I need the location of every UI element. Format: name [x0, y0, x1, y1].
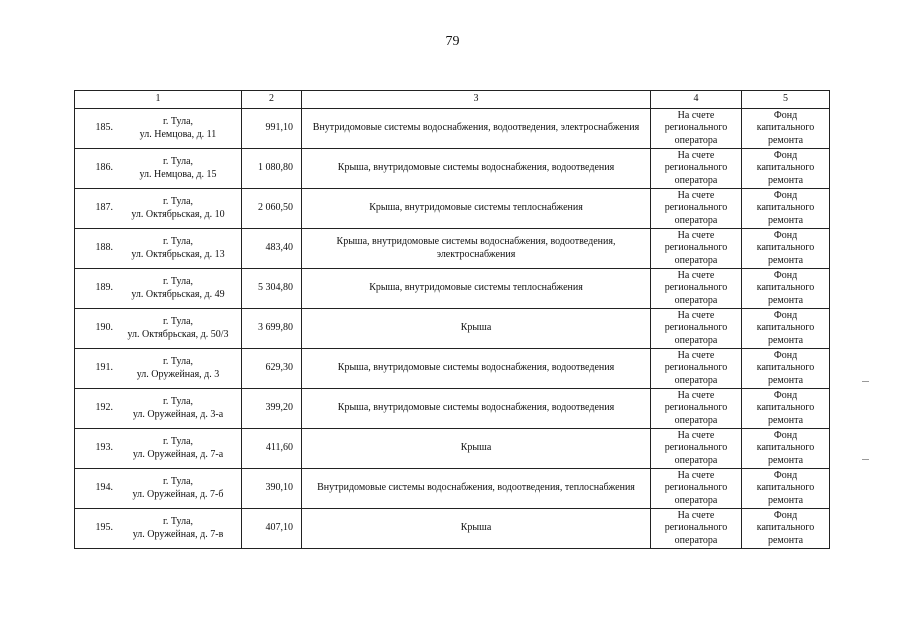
- works-cell: Внутридомовые системы водоснабжения, водоотведения, электроснабжения: [302, 109, 651, 149]
- address-cell: [75, 509, 242, 549]
- area-cell: 1 080,80: [242, 149, 302, 189]
- fund-cell: Фонд капитального ремонта: [742, 149, 830, 189]
- address-street: ул. Оружейная, д. 7-б: [132, 488, 224, 500]
- row-number: 191.: [95, 362, 113, 374]
- table-row: [75, 469, 830, 509]
- works-cell: Крыша, внутридомовые системы теплоснабжения: [302, 269, 651, 309]
- table-row: [75, 429, 830, 469]
- account-cell: На счете регионального оператора: [651, 509, 742, 549]
- address-street: ул. Октябрьская, д. 13: [131, 248, 225, 260]
- fund-cell: Фонд капитального ремонта: [742, 309, 830, 349]
- fund-cell: Фонд капитального ремонта: [742, 269, 830, 309]
- address-cell: [75, 109, 242, 149]
- address-street: ул. Оружейная, д. 7-а: [132, 448, 224, 460]
- works-cell: Внутридомовые системы водоснабжения, водоотведения, теплоснабжения: [302, 469, 651, 509]
- address-cell: [75, 269, 242, 309]
- address: [115, 196, 241, 221]
- fund-cell: Фонд капитального ремонта: [742, 509, 830, 549]
- area-cell: 411,60: [242, 429, 302, 469]
- repair-register-table: [74, 90, 830, 549]
- fund-cell: Фонд капитального ремонта: [742, 389, 830, 429]
- account-cell: На счете регионального оператора: [651, 189, 742, 229]
- address: [115, 476, 241, 501]
- address-city: г. Тула,: [162, 156, 194, 167]
- address-cell: [75, 309, 242, 349]
- address-city: г. Тула,: [162, 316, 194, 327]
- works-cell: Крыша, внутридомовые системы теплоснабжения: [302, 189, 651, 229]
- address: [115, 156, 241, 181]
- table-row: [75, 109, 830, 149]
- address-street: ул. Октябрьская, д. 10: [131, 208, 225, 220]
- works-cell: Крыша, внутридомовые системы водоснабжения, водоотведения: [302, 349, 651, 389]
- area-cell: 407,10: [242, 509, 302, 549]
- area-cell: 5 304,80: [242, 269, 302, 309]
- works-cell: Крыша, внутридомовые системы водоснабжения, водоотведения: [302, 389, 651, 429]
- address-street: ул. Оружейная, д. 7-в: [132, 528, 224, 540]
- address-cell: [75, 349, 242, 389]
- area-cell: 399,20: [242, 389, 302, 429]
- table-row: [75, 269, 830, 309]
- page-number: 79: [445, 34, 460, 49]
- address-city: г. Тула,: [162, 516, 194, 527]
- address-cell: [75, 229, 242, 269]
- account-cell: На счете регионального оператора: [651, 109, 742, 149]
- row-number: 192.: [95, 402, 113, 414]
- account-cell: На счете регионального оператора: [651, 149, 742, 189]
- row-number: 193.: [95, 442, 113, 454]
- account-cell: На счете регионального оператора: [651, 229, 742, 269]
- address-street: ул. Оружейная, д. 3-а: [132, 408, 224, 420]
- column-header: 3: [302, 91, 651, 109]
- column-header: 4: [651, 91, 742, 109]
- table-row: [75, 389, 830, 429]
- scan-mark: [862, 459, 869, 460]
- column-header: 1: [75, 91, 242, 109]
- fund-cell: Фонд капитального ремонта: [742, 429, 830, 469]
- area-cell: 483,40: [242, 229, 302, 269]
- area-cell: 991,10: [242, 109, 302, 149]
- address-city: г. Тула,: [162, 436, 194, 447]
- area-cell: 3 699,80: [242, 309, 302, 349]
- works-cell: Крыша, внутридомовые системы водоснабжения, водоотведения: [302, 149, 651, 189]
- column-number-row: [75, 91, 830, 109]
- address: [115, 516, 241, 541]
- row-number: 188.: [95, 242, 113, 254]
- table-row: [75, 349, 830, 389]
- address-city: г. Тула,: [162, 276, 194, 287]
- address-street: ул. Немцова, д. 15: [139, 168, 217, 180]
- address-cell: [75, 469, 242, 509]
- address-street: ул. Октябрьская, д. 49: [131, 288, 225, 300]
- fund-cell: Фонд капитального ремонта: [742, 469, 830, 509]
- address-city: г. Тула,: [162, 476, 194, 487]
- row-number: 190.: [95, 322, 113, 334]
- column-header: 5: [742, 91, 830, 109]
- address-city: г. Тула,: [162, 396, 194, 407]
- account-cell: На счете регионального оператора: [651, 349, 742, 389]
- address: [115, 276, 241, 301]
- area-cell: 390,10: [242, 469, 302, 509]
- address: [115, 116, 241, 141]
- fund-cell: Фонд капитального ремонта: [742, 109, 830, 149]
- address: [115, 436, 241, 461]
- works-cell: Крыша, внутридомовые системы водоснабжения, водоотведения, электроснабжения: [302, 229, 651, 269]
- address-city: г. Тула,: [162, 356, 194, 367]
- fund-cell: Фонд капитального ремонта: [742, 189, 830, 229]
- row-number: 189.: [95, 282, 113, 294]
- works-cell: Крыша: [302, 309, 651, 349]
- fund-cell: Фонд капитального ремонта: [742, 229, 830, 269]
- address-cell: [75, 189, 242, 229]
- address-cell: [75, 149, 242, 189]
- address-city: г. Тула,: [162, 116, 194, 127]
- area-cell: 629,30: [242, 349, 302, 389]
- works-cell: Крыша: [302, 509, 651, 549]
- address-cell: [75, 429, 242, 469]
- works-cell: Крыша: [302, 429, 651, 469]
- address-street: ул. Немцова, д. 11: [139, 128, 217, 140]
- address: [115, 316, 241, 341]
- table-row: [75, 229, 830, 269]
- area-cell: 2 060,50: [242, 189, 302, 229]
- table-row: [75, 149, 830, 189]
- table-row: [75, 189, 830, 229]
- address: [115, 396, 241, 421]
- row-number: 186.: [95, 162, 113, 174]
- table-row: [75, 509, 830, 549]
- address-city: г. Тула,: [162, 236, 194, 247]
- account-cell: На счете регионального оператора: [651, 309, 742, 349]
- address: [115, 236, 241, 261]
- address-street: ул. Октябрьская, д. 50/3: [127, 328, 229, 340]
- address: [115, 356, 241, 381]
- address-city: г. Тула,: [162, 196, 194, 207]
- address-street: ул. Оружейная, д. 3: [136, 368, 220, 380]
- account-cell: На счете регионального оператора: [651, 269, 742, 309]
- scan-mark: [862, 381, 869, 382]
- address-cell: [75, 389, 242, 429]
- account-cell: На счете регионального оператора: [651, 429, 742, 469]
- table-row: [75, 309, 830, 349]
- row-number: 185.: [95, 122, 113, 134]
- row-number: 195.: [95, 522, 113, 534]
- row-number: 194.: [95, 482, 113, 494]
- column-header: 2: [242, 91, 302, 109]
- fund-cell: Фонд капитального ремонта: [742, 349, 830, 389]
- row-number: 187.: [95, 202, 113, 214]
- account-cell: На счете регионального оператора: [651, 389, 742, 429]
- account-cell: На счете регионального оператора: [651, 469, 742, 509]
